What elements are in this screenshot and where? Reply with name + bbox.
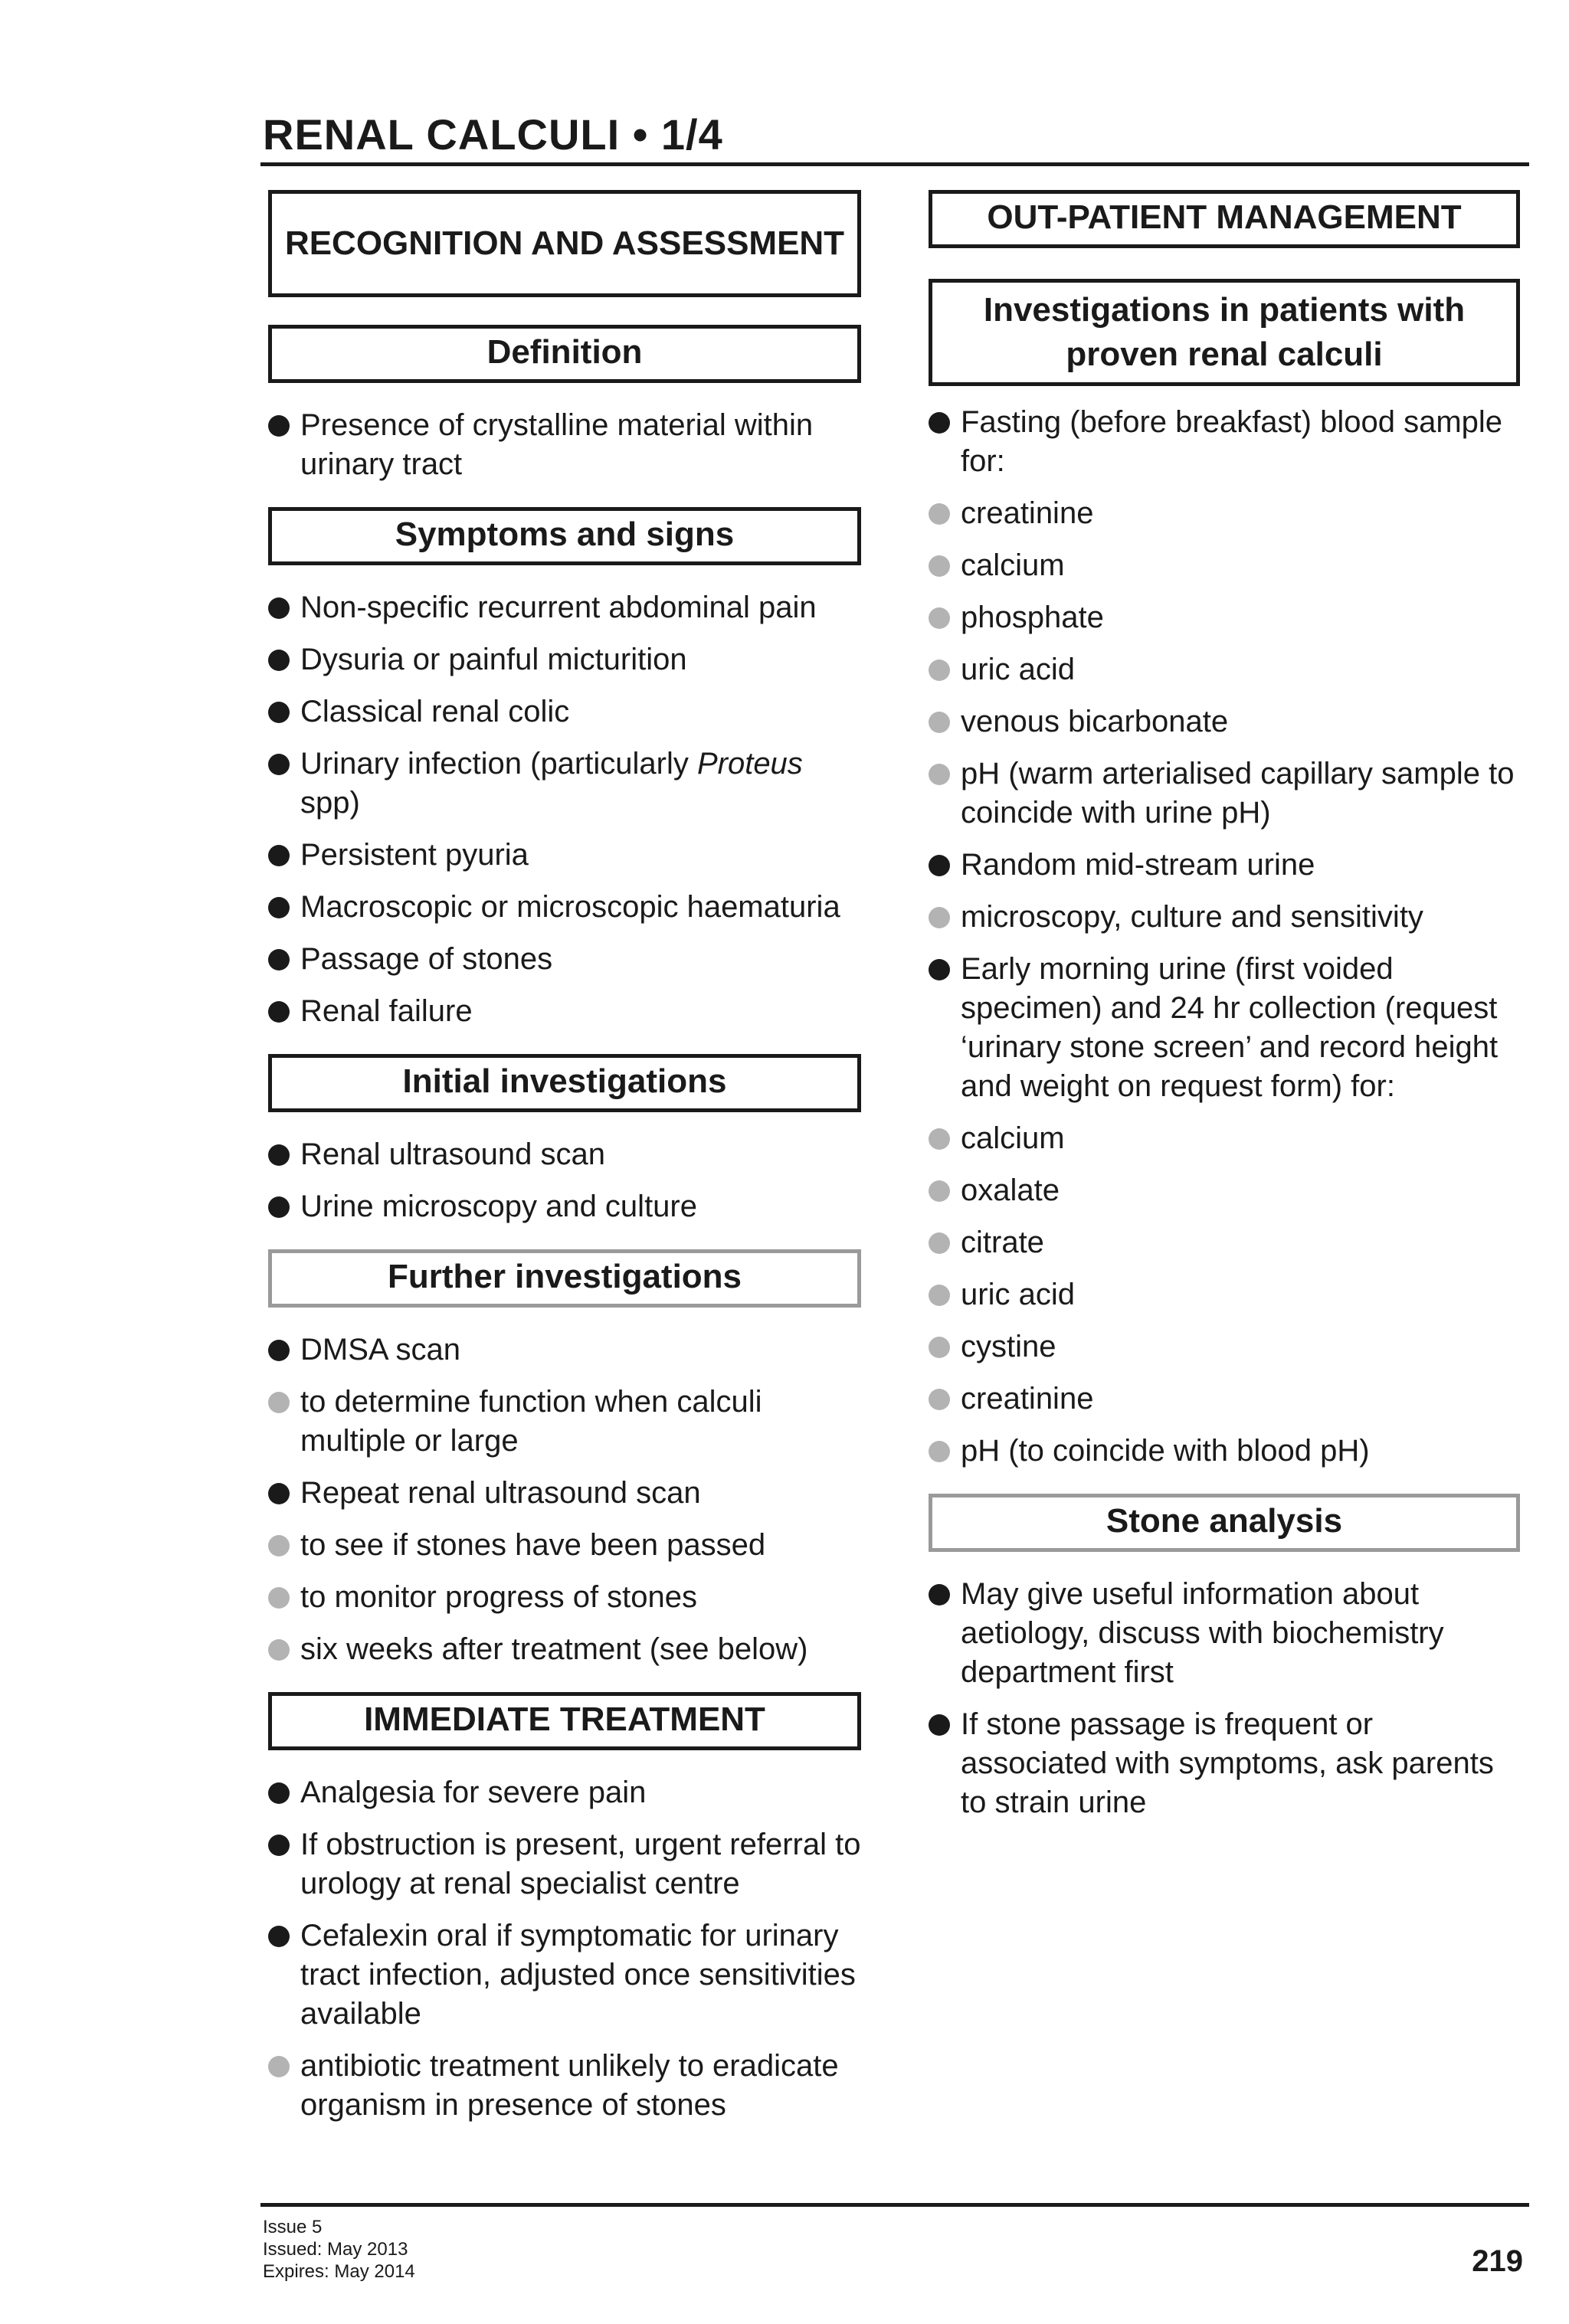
list-item: six weeks after treatment (see below) bbox=[268, 1630, 861, 1669]
list-item: to monitor progress of stones bbox=[268, 1578, 861, 1617]
right-column bbox=[929, 190, 1520, 1822]
issued-date: Issued: May 2013 bbox=[263, 2239, 408, 2260]
list-item: cystine bbox=[929, 1327, 1520, 1367]
list-item: to determine function when calculi multiple or large bbox=[268, 1383, 861, 1461]
investigations-list bbox=[929, 403, 1520, 1471]
sub-bullet-icon bbox=[929, 555, 950, 577]
section-heading-symptoms: Symptoms and signs bbox=[268, 507, 861, 565]
page-title: RENAL CALCULI • 1/4 bbox=[263, 110, 723, 159]
left-column bbox=[268, 190, 861, 2125]
bullet-icon bbox=[268, 1926, 290, 1947]
sub-bullet-icon bbox=[929, 1232, 950, 1254]
bullet-icon bbox=[268, 415, 290, 437]
immediate-list bbox=[268, 1773, 861, 2125]
further-list bbox=[268, 1331, 861, 1669]
section-heading-recognition: RECOGNITION AND ASSESSMENT bbox=[268, 190, 861, 297]
bullet-icon bbox=[929, 1714, 950, 1736]
list-item: calcium bbox=[929, 1119, 1520, 1158]
list-item: Urinary infection (particularly Proteus spp) bbox=[268, 745, 861, 823]
definition-list bbox=[268, 406, 861, 484]
sub-bullet-icon bbox=[929, 1389, 950, 1410]
footer-meta bbox=[263, 2216, 415, 2283]
bullet-icon bbox=[268, 1483, 290, 1504]
bullet-icon bbox=[929, 959, 950, 980]
sub-bullet-icon bbox=[268, 1587, 290, 1609]
list-item: Dysuria or painful micturition bbox=[268, 640, 861, 679]
list-item: If obstruction is present, urgent referral to urology at renal specialist centre bbox=[268, 1825, 861, 1903]
bullet-icon bbox=[929, 1584, 950, 1606]
list-item: Persistent pyuria bbox=[268, 836, 861, 875]
list-item: Repeat renal ultrasound scan bbox=[268, 1474, 861, 1513]
list-item: pH (to coincide with blood pH) bbox=[929, 1432, 1520, 1471]
list-item: creatinine bbox=[929, 494, 1520, 533]
list-item: Early morning urine (first voided specimen) and 24 hr collection (request ‘urinary stone screen’ and record height and weight on request form) for: bbox=[929, 950, 1520, 1106]
bullet-icon bbox=[268, 650, 290, 671]
bullet-icon bbox=[268, 1782, 290, 1804]
bullet-icon bbox=[268, 1144, 290, 1166]
list-item: DMSA scan bbox=[268, 1331, 861, 1370]
list-item: oxalate bbox=[929, 1171, 1520, 1210]
list-item: venous bicarbonate bbox=[929, 702, 1520, 741]
initial-list bbox=[268, 1135, 861, 1226]
list-item: Fasting (before breakfast) blood sample for: bbox=[929, 403, 1520, 481]
sub-bullet-icon bbox=[929, 1337, 950, 1358]
bullet-icon bbox=[268, 1340, 290, 1361]
list-item: Presence of crystalline material within urinary tract bbox=[268, 406, 861, 484]
stone-list bbox=[929, 1575, 1520, 1822]
list-item: Random mid-stream urine bbox=[929, 846, 1520, 885]
bullet-icon bbox=[268, 897, 290, 918]
bullet-icon bbox=[929, 412, 950, 434]
list-item: microscopy, culture and sensitivity bbox=[929, 898, 1520, 937]
bullet-icon bbox=[268, 754, 290, 775]
sub-bullet-icon bbox=[929, 764, 950, 785]
symptoms-list bbox=[268, 588, 861, 1031]
list-item: citrate bbox=[929, 1223, 1520, 1262]
header-rule bbox=[260, 162, 1529, 166]
sub-bullet-icon bbox=[929, 1441, 950, 1462]
section-heading-initial: Initial investigations bbox=[268, 1054, 861, 1112]
sub-bullet-icon bbox=[929, 907, 950, 928]
bullet-icon bbox=[268, 1001, 290, 1023]
sub-bullet-icon bbox=[929, 1285, 950, 1306]
bullet-icon bbox=[268, 845, 290, 866]
list-item: Urine microscopy and culture bbox=[268, 1187, 861, 1226]
list-item: Analgesia for severe pain bbox=[268, 1773, 861, 1812]
section-heading-outpatient: OUT-PATIENT MANAGEMENT bbox=[929, 190, 1520, 248]
sub-bullet-icon bbox=[929, 503, 950, 525]
section-heading-definition: Definition bbox=[268, 325, 861, 383]
list-item: If stone passage is frequent or associated with symptoms, ask parents to strain urine bbox=[929, 1705, 1520, 1822]
list-item: May give useful information about aetiology, discuss with biochemistry department first bbox=[929, 1575, 1520, 1692]
list-item: Non-specific recurrent abdominal pain bbox=[268, 588, 861, 627]
sub-bullet-icon bbox=[929, 712, 950, 733]
issue-text: Issue 5 bbox=[263, 2217, 323, 2237]
page-number: 219 bbox=[1472, 2244, 1523, 2278]
footer-rule bbox=[260, 2203, 1529, 2207]
bullet-icon bbox=[268, 597, 290, 619]
section-heading-immediate: IMMEDIATE TREATMENT bbox=[268, 1692, 861, 1750]
list-item: Macroscopic or microscopic haematuria bbox=[268, 888, 861, 927]
list-item: Renal failure bbox=[268, 992, 861, 1031]
list-item: Renal ultrasound scan bbox=[268, 1135, 861, 1174]
sub-bullet-icon bbox=[929, 607, 950, 629]
sub-bullet-icon bbox=[268, 1639, 290, 1661]
section-heading-stone-analysis: Stone analysis bbox=[929, 1494, 1520, 1552]
list-item: Passage of stones bbox=[268, 940, 861, 979]
list-item: uric acid bbox=[929, 650, 1520, 689]
bullet-icon bbox=[268, 1835, 290, 1856]
bullet-icon bbox=[268, 702, 290, 723]
list-item: Classical renal colic bbox=[268, 692, 861, 732]
sub-bullet-icon bbox=[268, 1392, 290, 1413]
bullet-icon bbox=[268, 949, 290, 971]
sub-bullet-icon bbox=[268, 1535, 290, 1556]
list-item: to see if stones have been passed bbox=[268, 1526, 861, 1565]
bullet-icon bbox=[268, 1196, 290, 1218]
list-item: antibiotic treatment unlikely to eradicate organism in presence of stones bbox=[268, 2047, 861, 2125]
list-item: pH (warm arterialised capillary sample to coincide with urine pH) bbox=[929, 754, 1520, 833]
list-item: phosphate bbox=[929, 598, 1520, 637]
list-item: uric acid bbox=[929, 1275, 1520, 1314]
sub-bullet-icon bbox=[268, 2056, 290, 2077]
sub-bullet-icon bbox=[929, 1128, 950, 1150]
section-heading-investigations: Investigations in patients with proven renal calculi bbox=[929, 279, 1520, 386]
expires-date: Expires: May 2014 bbox=[263, 2261, 415, 2282]
list-item: Cefalexin oral if symptomatic for urinary tract infection, adjusted once sensitivities available bbox=[268, 1916, 861, 2034]
sub-bullet-icon bbox=[929, 1180, 950, 1202]
section-heading-further: Further investigations bbox=[268, 1249, 861, 1308]
sub-bullet-icon bbox=[929, 660, 950, 681]
list-item: creatinine bbox=[929, 1380, 1520, 1419]
bullet-icon bbox=[929, 855, 950, 876]
list-item: calcium bbox=[929, 546, 1520, 585]
